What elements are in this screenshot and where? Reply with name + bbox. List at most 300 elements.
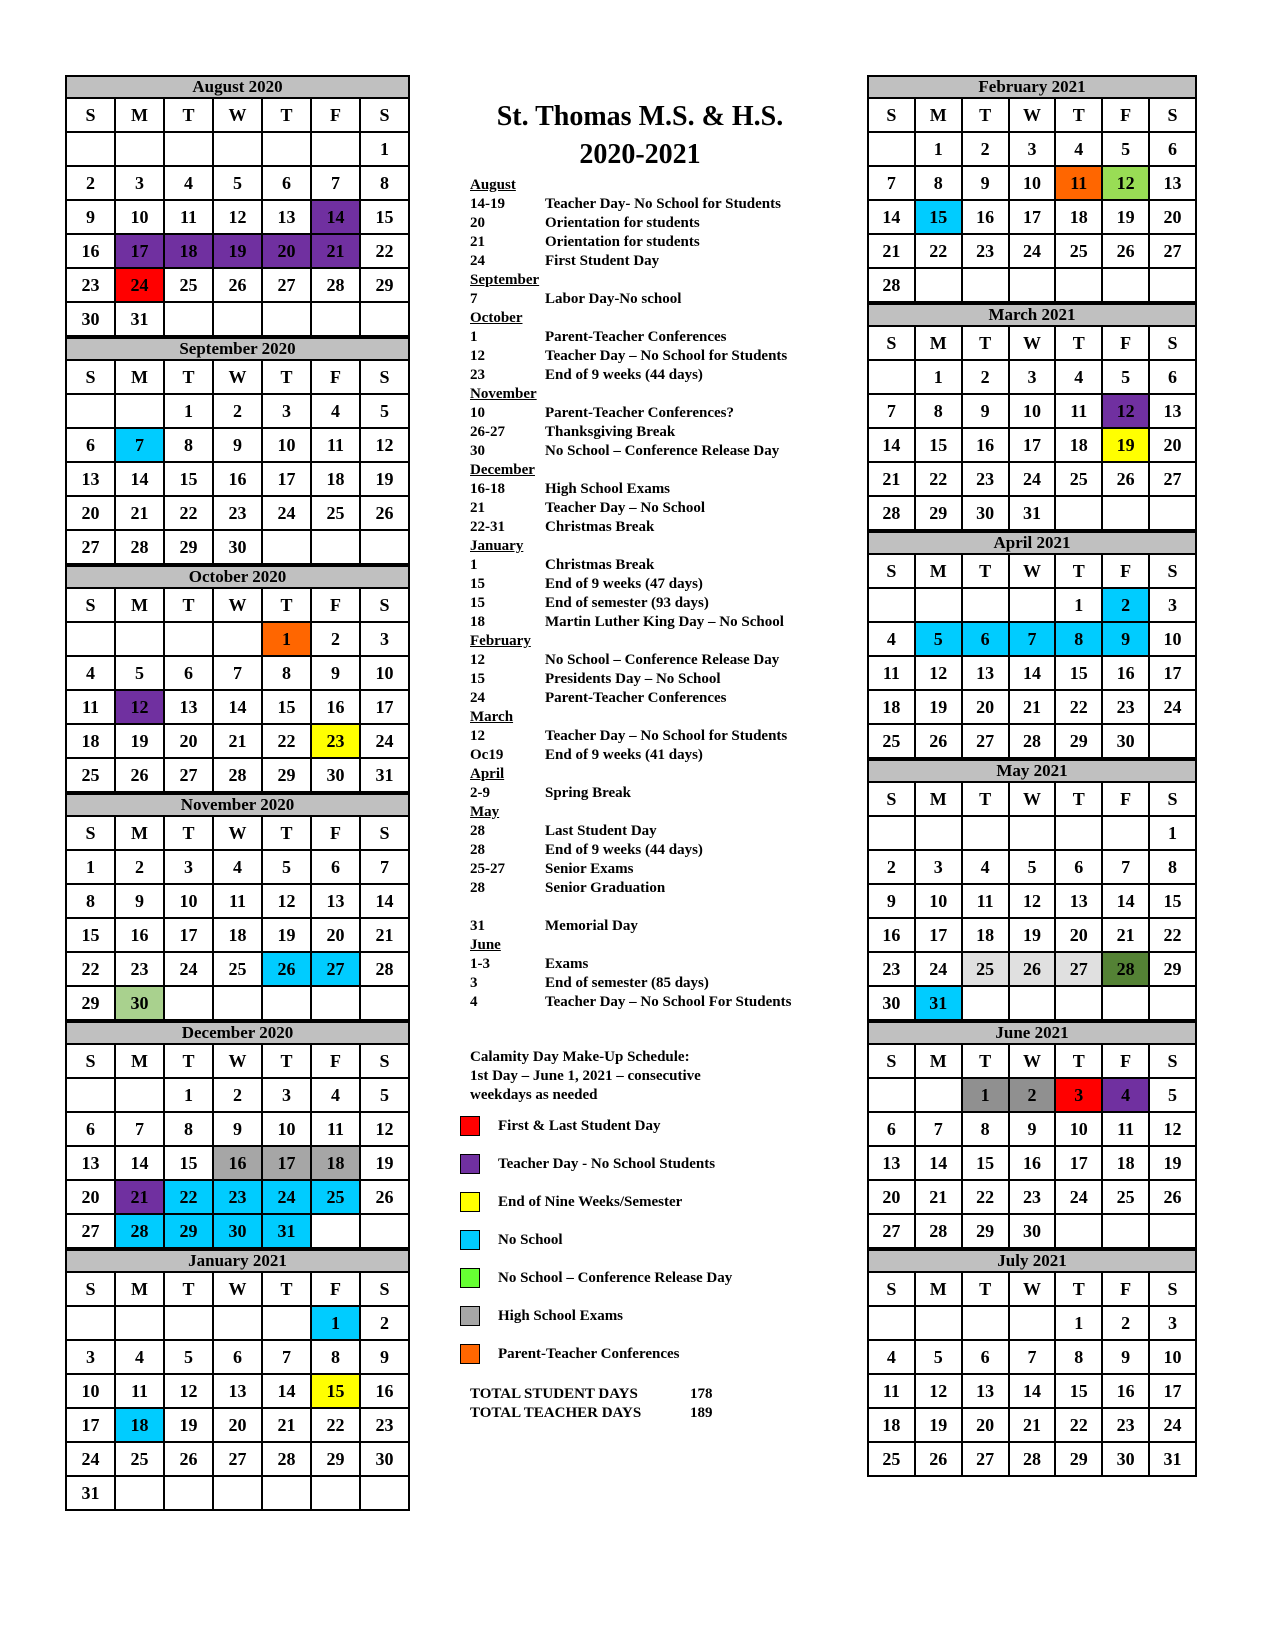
event-item bbox=[470, 518, 810, 537]
legend-label: Teacher Day - No School Students bbox=[498, 1155, 716, 1172]
empty-day-cell bbox=[213, 622, 262, 656]
event-item bbox=[470, 556, 810, 575]
event-item bbox=[470, 423, 810, 442]
event-item bbox=[470, 860, 810, 879]
day-cell: 7 bbox=[868, 394, 915, 428]
day-cell: 4 bbox=[1102, 1078, 1149, 1112]
day-cell: 24 bbox=[66, 1442, 115, 1476]
weekday-header: W bbox=[213, 360, 262, 394]
day-cell: 4 bbox=[115, 1340, 164, 1374]
month-title: January 2021 bbox=[66, 1250, 409, 1272]
event-date: 12 bbox=[470, 728, 485, 744]
weekday-header: M bbox=[915, 1044, 962, 1078]
weekday-header: T bbox=[1055, 782, 1102, 816]
event-item bbox=[470, 879, 810, 898]
day-cell: 28 bbox=[213, 758, 262, 792]
event-item bbox=[470, 404, 810, 423]
day-cell: 2 bbox=[962, 360, 1009, 394]
weekday-header: F bbox=[1102, 326, 1149, 360]
day-cell: 2 bbox=[1102, 1306, 1149, 1340]
day-cell: 12 bbox=[915, 1374, 962, 1408]
day-cell: 13 bbox=[1055, 884, 1102, 918]
month-title: July 2021 bbox=[868, 1250, 1196, 1272]
empty-day-cell bbox=[1009, 268, 1056, 302]
day-cell: 9 bbox=[66, 200, 115, 234]
legend-label: First & Last Student Day bbox=[498, 1117, 661, 1134]
day-cell: 12 bbox=[115, 690, 164, 724]
event-date: 28 bbox=[470, 823, 485, 839]
day-cell: 24 bbox=[262, 1180, 311, 1214]
empty-day-cell bbox=[115, 394, 164, 428]
month-title: August 2020 bbox=[66, 76, 409, 98]
empty-day-cell bbox=[915, 268, 962, 302]
day-cell: 23 bbox=[66, 268, 115, 302]
event-item bbox=[470, 651, 810, 670]
empty-day-cell bbox=[262, 530, 311, 564]
day-cell: 31 bbox=[915, 986, 962, 1020]
day-cell: 13 bbox=[66, 1146, 115, 1180]
legend-swatch bbox=[460, 1192, 480, 1212]
weekday-header: F bbox=[1102, 1272, 1149, 1306]
day-cell: 20 bbox=[262, 234, 311, 268]
day-cell: 25 bbox=[213, 952, 262, 986]
day-cell: 1 bbox=[1149, 816, 1196, 850]
legend-label: Parent-Teacher Conferences bbox=[498, 1345, 680, 1362]
month-calendar bbox=[65, 565, 410, 793]
weekday-header: T bbox=[164, 1044, 213, 1078]
day-cell: 7 bbox=[115, 1112, 164, 1146]
day-cell: 26 bbox=[164, 1442, 213, 1476]
day-cell: 23 bbox=[962, 462, 1009, 496]
day-cell: 3 bbox=[1149, 588, 1196, 622]
day-cell: 4 bbox=[311, 394, 360, 428]
day-cell: 20 bbox=[311, 918, 360, 952]
day-cell: 22 bbox=[66, 952, 115, 986]
empty-day-cell bbox=[66, 1078, 115, 1112]
day-cell: 30 bbox=[311, 758, 360, 792]
day-cell: 8 bbox=[164, 428, 213, 462]
month-title: February 2021 bbox=[868, 76, 1196, 98]
day-cell: 26 bbox=[360, 496, 409, 530]
event-date: 15 bbox=[470, 671, 485, 687]
day-cell: 1 bbox=[915, 360, 962, 394]
day-cell: 27 bbox=[1055, 952, 1102, 986]
empty-day-cell bbox=[1055, 986, 1102, 1020]
day-cell: 18 bbox=[115, 1408, 164, 1442]
day-cell: 7 bbox=[1102, 850, 1149, 884]
weekday-header: T bbox=[962, 326, 1009, 360]
event-date: 31 bbox=[470, 918, 485, 934]
weekday-header: S bbox=[360, 98, 409, 132]
empty-day-cell bbox=[164, 986, 213, 1020]
day-cell: 29 bbox=[66, 986, 115, 1020]
day-cell: 27 bbox=[262, 268, 311, 302]
day-cell: 29 bbox=[360, 268, 409, 302]
day-cell: 28 bbox=[915, 1214, 962, 1248]
day-cell: 30 bbox=[213, 1214, 262, 1248]
event-month-heading: August bbox=[470, 177, 516, 193]
event-item bbox=[470, 499, 810, 518]
day-cell: 3 bbox=[915, 850, 962, 884]
day-cell: 18 bbox=[1055, 200, 1102, 234]
day-cell: 8 bbox=[915, 394, 962, 428]
empty-day-cell bbox=[1009, 816, 1056, 850]
day-cell: 15 bbox=[311, 1374, 360, 1408]
day-cell: 19 bbox=[1149, 1146, 1196, 1180]
event-description: End of semester (85 days) bbox=[545, 975, 709, 991]
day-cell: 31 bbox=[360, 758, 409, 792]
weekday-header: S bbox=[360, 816, 409, 850]
event-month-heading: January bbox=[470, 538, 524, 554]
weekday-header: M bbox=[915, 326, 962, 360]
day-cell: 2 bbox=[962, 132, 1009, 166]
event-description: No School – Conference Release Day bbox=[545, 443, 780, 459]
empty-day-cell bbox=[1055, 816, 1102, 850]
event-item bbox=[470, 955, 810, 974]
day-cell: 5 bbox=[1102, 360, 1149, 394]
event-description: Parent-Teacher Conferences bbox=[545, 329, 727, 345]
weekday-header: W bbox=[213, 816, 262, 850]
event-month-heading: May bbox=[470, 804, 500, 820]
total-row bbox=[470, 1404, 810, 1423]
weekday-header: M bbox=[915, 1272, 962, 1306]
event-item bbox=[470, 252, 810, 271]
event-description: End of 9 weeks (44 days) bbox=[545, 842, 703, 858]
event-description: Parent-Teacher Conferences? bbox=[545, 405, 734, 421]
event-date: 7 bbox=[470, 291, 478, 307]
event-date: 2-9 bbox=[470, 785, 490, 801]
empty-day-cell bbox=[115, 1078, 164, 1112]
day-cell: 16 bbox=[66, 234, 115, 268]
empty-day-cell bbox=[1102, 986, 1149, 1020]
day-cell: 28 bbox=[1009, 724, 1056, 758]
day-cell: 20 bbox=[66, 1180, 115, 1214]
calamity-line1: Calamity Day Make-Up Schedule: bbox=[470, 1049, 690, 1065]
day-cell: 31 bbox=[66, 1476, 115, 1510]
event-item bbox=[470, 347, 810, 366]
event-description: Thanksgiving Break bbox=[545, 424, 676, 440]
empty-day-cell bbox=[962, 816, 1009, 850]
day-cell: 25 bbox=[1055, 462, 1102, 496]
month-calendar bbox=[867, 531, 1197, 759]
weekday-header: T bbox=[262, 1272, 311, 1306]
day-cell: 13 bbox=[213, 1374, 262, 1408]
day-cell: 24 bbox=[1055, 1180, 1102, 1214]
event-description: Christmas Break bbox=[545, 557, 655, 573]
day-cell: 29 bbox=[262, 758, 311, 792]
weekday-header: S bbox=[1149, 782, 1196, 816]
event-description: High School Exams bbox=[545, 481, 671, 497]
day-cell: 19 bbox=[1009, 918, 1056, 952]
legend-swatch bbox=[460, 1306, 480, 1326]
weekday-header: S bbox=[868, 1044, 915, 1078]
day-cell: 10 bbox=[1055, 1112, 1102, 1146]
day-cell: 13 bbox=[262, 200, 311, 234]
day-cell: 13 bbox=[66, 462, 115, 496]
month-title: December 2020 bbox=[66, 1022, 409, 1044]
event-description: End of 9 weeks (44 days) bbox=[545, 367, 703, 383]
legend-swatch bbox=[460, 1116, 480, 1136]
day-cell: 18 bbox=[66, 724, 115, 758]
event-item bbox=[470, 974, 810, 993]
day-cell: 6 bbox=[66, 1112, 115, 1146]
day-cell: 16 bbox=[962, 200, 1009, 234]
empty-day-cell bbox=[962, 588, 1009, 622]
weekday-header: F bbox=[311, 1044, 360, 1078]
day-cell: 5 bbox=[115, 656, 164, 690]
day-cell: 4 bbox=[66, 656, 115, 690]
day-cell: 15 bbox=[962, 1146, 1009, 1180]
day-cell: 14 bbox=[311, 200, 360, 234]
day-cell: 9 bbox=[115, 884, 164, 918]
day-cell: 3 bbox=[1055, 1078, 1102, 1112]
day-cell: 11 bbox=[311, 1112, 360, 1146]
day-cell: 13 bbox=[868, 1146, 915, 1180]
day-cell: 20 bbox=[1149, 428, 1196, 462]
empty-day-cell bbox=[1102, 1214, 1149, 1248]
event-description: Teacher Day – No School for Students bbox=[545, 348, 788, 364]
legend-item bbox=[460, 1183, 810, 1221]
day-cell: 10 bbox=[262, 428, 311, 462]
day-cell: 7 bbox=[311, 166, 360, 200]
empty-day-cell bbox=[1149, 496, 1196, 530]
legend-label: No School – Conference Release Day bbox=[498, 1269, 733, 1286]
legend-item bbox=[460, 1107, 810, 1145]
day-cell: 11 bbox=[164, 200, 213, 234]
day-cell: 10 bbox=[915, 884, 962, 918]
month-calendar bbox=[867, 1249, 1197, 1477]
day-cell: 16 bbox=[213, 462, 262, 496]
event-description: Spring Break bbox=[545, 785, 631, 801]
weekday-header: F bbox=[1102, 782, 1149, 816]
day-cell: 25 bbox=[66, 758, 115, 792]
day-cell: 3 bbox=[360, 622, 409, 656]
empty-day-cell bbox=[213, 986, 262, 1020]
weekday-header: W bbox=[213, 98, 262, 132]
day-cell: 19 bbox=[115, 724, 164, 758]
empty-day-cell bbox=[115, 622, 164, 656]
day-cell: 15 bbox=[915, 428, 962, 462]
day-cell: 2 bbox=[868, 850, 915, 884]
event-month-heading: April bbox=[470, 766, 505, 782]
empty-day-cell bbox=[311, 530, 360, 564]
totals bbox=[470, 1385, 810, 1423]
event-description: Last Student Day bbox=[545, 823, 657, 839]
day-cell: 30 bbox=[213, 530, 262, 564]
empty-day-cell bbox=[164, 1306, 213, 1340]
weekday-header: W bbox=[213, 1272, 262, 1306]
day-cell: 8 bbox=[66, 884, 115, 918]
weekday-header: S bbox=[360, 1044, 409, 1078]
day-cell: 14 bbox=[1009, 1374, 1056, 1408]
day-cell: 7 bbox=[1009, 622, 1056, 656]
legend-swatch bbox=[460, 1268, 480, 1288]
day-cell: 20 bbox=[66, 496, 115, 530]
event-description: Parent-Teacher Conferences bbox=[545, 690, 727, 706]
event-description: End of 9 weeks (47 days) bbox=[545, 576, 703, 592]
day-cell: 19 bbox=[915, 690, 962, 724]
day-cell: 4 bbox=[164, 166, 213, 200]
empty-day-cell bbox=[311, 302, 360, 336]
event-month-heading: March bbox=[470, 709, 514, 725]
day-cell: 8 bbox=[262, 656, 311, 690]
empty-day-cell bbox=[360, 530, 409, 564]
day-cell: 30 bbox=[962, 496, 1009, 530]
weekday-header: T bbox=[962, 1044, 1009, 1078]
day-cell: 8 bbox=[164, 1112, 213, 1146]
event-month-heading: September bbox=[470, 272, 540, 288]
empty-day-cell bbox=[164, 132, 213, 166]
day-cell: 15 bbox=[164, 1146, 213, 1180]
school-title: St. Thomas M.S. & H.S. bbox=[496, 101, 784, 132]
weekday-header: T bbox=[164, 1272, 213, 1306]
event-date: 30 bbox=[470, 443, 485, 459]
day-cell: 8 bbox=[1149, 850, 1196, 884]
empty-day-cell bbox=[164, 1476, 213, 1510]
day-cell: 5 bbox=[1009, 850, 1056, 884]
weekday-header: T bbox=[1055, 554, 1102, 588]
weekday-header: W bbox=[1009, 1272, 1056, 1306]
events-list bbox=[470, 176, 810, 1012]
day-cell: 28 bbox=[868, 496, 915, 530]
day-cell: 13 bbox=[962, 1374, 1009, 1408]
weekday-header: T bbox=[1055, 1044, 1102, 1078]
weekday-header: S bbox=[66, 1044, 115, 1078]
day-cell: 27 bbox=[66, 1214, 115, 1248]
month-calendar bbox=[867, 1021, 1197, 1249]
day-cell: 22 bbox=[311, 1408, 360, 1442]
day-cell: 15 bbox=[360, 200, 409, 234]
empty-day-cell bbox=[115, 1306, 164, 1340]
month-title: November 2020 bbox=[66, 794, 409, 816]
day-cell: 10 bbox=[1009, 394, 1056, 428]
event-list-panel bbox=[470, 100, 810, 1423]
weekday-header: S bbox=[1149, 98, 1196, 132]
day-cell: 16 bbox=[213, 1146, 262, 1180]
day-cell: 15 bbox=[1055, 1374, 1102, 1408]
weekday-header: S bbox=[1149, 1272, 1196, 1306]
weekday-header: M bbox=[115, 588, 164, 622]
day-cell: 5 bbox=[164, 1340, 213, 1374]
day-cell: 9 bbox=[1102, 1340, 1149, 1374]
weekday-header: T bbox=[262, 360, 311, 394]
legend-swatch bbox=[460, 1230, 480, 1250]
day-cell: 8 bbox=[360, 166, 409, 200]
month-title: May 2021 bbox=[868, 760, 1196, 782]
total-value: 178 bbox=[690, 1386, 713, 1402]
day-cell: 10 bbox=[1009, 166, 1056, 200]
event-description: Christmas Break bbox=[545, 519, 655, 535]
day-cell: 6 bbox=[66, 428, 115, 462]
event-description: Labor Day-No school bbox=[545, 291, 682, 307]
day-cell: 29 bbox=[915, 496, 962, 530]
event-description: Senior Graduation bbox=[545, 880, 666, 896]
day-cell: 14 bbox=[1009, 656, 1056, 690]
weekday-header: S bbox=[66, 360, 115, 394]
day-cell: 7 bbox=[915, 1112, 962, 1146]
day-cell: 30 bbox=[1009, 1214, 1056, 1248]
weekday-header: S bbox=[66, 588, 115, 622]
day-cell: 20 bbox=[868, 1180, 915, 1214]
event-date: 26-27 bbox=[470, 424, 505, 440]
day-cell: 25 bbox=[1102, 1180, 1149, 1214]
day-cell: 28 bbox=[1102, 952, 1149, 986]
event-item bbox=[470, 214, 810, 233]
day-cell: 30 bbox=[360, 1442, 409, 1476]
event-description: Teacher Day – No School for Students bbox=[545, 728, 788, 744]
empty-day-cell bbox=[962, 268, 1009, 302]
day-cell: 14 bbox=[1102, 884, 1149, 918]
event-date: 21 bbox=[470, 234, 485, 250]
event-date: 12 bbox=[470, 652, 485, 668]
weekday-header: S bbox=[66, 98, 115, 132]
day-cell: 21 bbox=[1009, 690, 1056, 724]
total-row bbox=[470, 1385, 810, 1404]
day-cell: 23 bbox=[868, 952, 915, 986]
day-cell: 16 bbox=[115, 918, 164, 952]
day-cell: 23 bbox=[213, 496, 262, 530]
empty-day-cell bbox=[213, 1306, 262, 1340]
day-cell: 25 bbox=[311, 1180, 360, 1214]
day-cell: 26 bbox=[262, 952, 311, 986]
day-cell: 18 bbox=[311, 462, 360, 496]
day-cell: 12 bbox=[360, 1112, 409, 1146]
day-cell: 15 bbox=[66, 918, 115, 952]
empty-day-cell bbox=[360, 986, 409, 1020]
event-date: Oc19 bbox=[470, 747, 504, 763]
day-cell: 9 bbox=[962, 394, 1009, 428]
event-description: Teacher Day- No School for Students bbox=[545, 196, 781, 212]
event-date: 12 bbox=[470, 348, 485, 364]
day-cell: 1 bbox=[360, 132, 409, 166]
day-cell: 31 bbox=[1149, 1442, 1196, 1476]
empty-day-cell bbox=[311, 1476, 360, 1510]
weekday-header: S bbox=[66, 816, 115, 850]
empty-day-cell bbox=[115, 1476, 164, 1510]
day-cell: 6 bbox=[962, 622, 1009, 656]
day-cell: 26 bbox=[213, 268, 262, 302]
day-cell: 9 bbox=[868, 884, 915, 918]
day-cell: 8 bbox=[1055, 622, 1102, 656]
day-cell: 9 bbox=[360, 1340, 409, 1374]
day-cell: 25 bbox=[311, 496, 360, 530]
event-date: 1-3 bbox=[470, 956, 490, 972]
day-cell: 19 bbox=[1102, 200, 1149, 234]
day-cell: 18 bbox=[868, 690, 915, 724]
empty-day-cell bbox=[1102, 496, 1149, 530]
day-cell: 11 bbox=[311, 428, 360, 462]
event-date: 22-31 bbox=[470, 519, 505, 535]
day-cell: 22 bbox=[164, 496, 213, 530]
event-item bbox=[470, 195, 810, 214]
empty-day-cell bbox=[1149, 1214, 1196, 1248]
day-cell: 29 bbox=[1055, 724, 1102, 758]
day-cell: 26 bbox=[360, 1180, 409, 1214]
day-cell: 2 bbox=[1102, 588, 1149, 622]
month-title: June 2021 bbox=[868, 1022, 1196, 1044]
day-cell: 18 bbox=[164, 234, 213, 268]
day-cell: 4 bbox=[213, 850, 262, 884]
weekday-header: S bbox=[868, 782, 915, 816]
day-cell: 12 bbox=[262, 884, 311, 918]
day-cell: 12 bbox=[915, 656, 962, 690]
day-cell: 14 bbox=[360, 884, 409, 918]
empty-day-cell bbox=[868, 132, 915, 166]
day-cell: 26 bbox=[1009, 952, 1056, 986]
day-cell: 23 bbox=[962, 234, 1009, 268]
day-cell: 16 bbox=[1102, 1374, 1149, 1408]
day-cell: 13 bbox=[962, 656, 1009, 690]
